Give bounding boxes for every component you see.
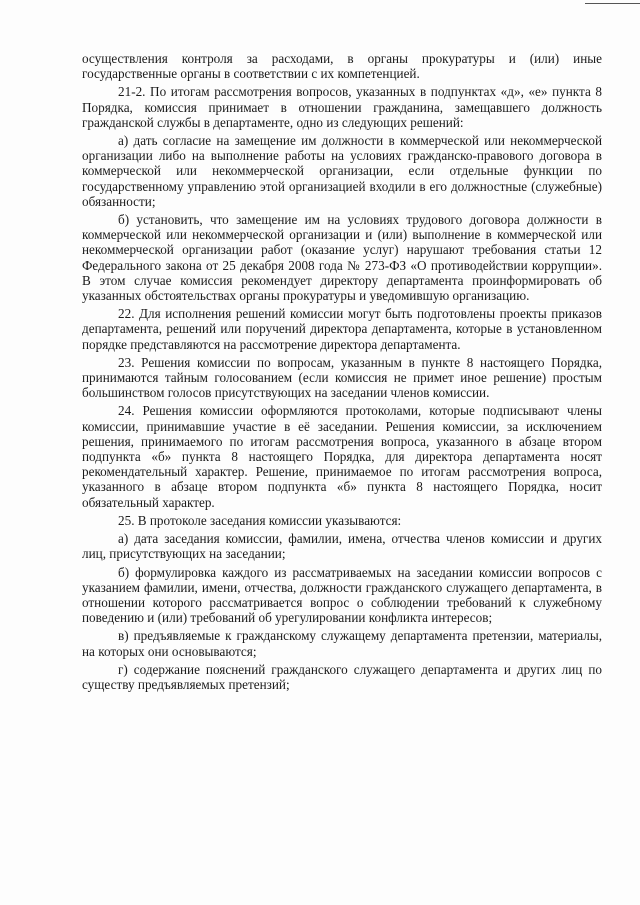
paragraph-21-2-b: б) установить, что замещение им на условиях трудового договора должности в коммерческой или некоммерческой организации и (или) выполнение в коммерческой или некоммерческой организации работ (оказание услуг) нарушают требования статьи 12 Федерального закона от 25 декабря 2008 года № 273-ФЗ «О противодействии коррупции». В этом случае комиссия рекомендует директору департамента проинформировать об указанных обстоятельствах органы прокуратуры и уведомившую организацию. bbox=[82, 212, 602, 304]
paragraph-21-2: 21-2. По итогам рассмотрения вопросов, указанных в подпунктах «д», «е» пункта 8 Порядка, комиссия принимает в отношении гражданина, замещавшего должность гражданской службы в департаменте, одно из следующих решений: bbox=[82, 84, 602, 130]
document-body bbox=[82, 51, 602, 692]
paragraph-22: 22. Для исполнения решений комиссии могут быть подготовлены проекты приказов департамента, решений или поручений директора департамента, которые в установленном порядке представляются на рассмотрение директора департамента. bbox=[82, 306, 602, 352]
paragraph-25: 25. В протоколе заседания комиссии указываются: bbox=[118, 512, 402, 528]
paragraph-21-2-a: а) дать согласие на замещение им должности в коммерческой или некоммерческой организации либо на выполнение работы на условиях гражданско-правового договора в коммерческой или некоммерческой организации, если отдельные функции по государственному управлению этой организацией входили в его должностные (служебные) обязанности; bbox=[82, 133, 602, 209]
top-edge-line bbox=[585, 3, 640, 4]
paragraph-23: 23. Решения комиссии по вопросам, указанным в пункте 8 настоящего Порядка, принимаются тайным голосованием (если комиссия не примет иное решение) простым большинством голосов присутствующих на заседании членов комиссии. bbox=[82, 354, 602, 401]
paragraph-24: 24. Решения комиссии оформляются протоколами, которые подписывают члены комиссии, принимавшие участие в её заседании. Решения комиссии, за исключением решения, принимаемого по итогам рассмотрения вопроса, указанного в абзаце втором подпункта «б» пункта 8 настоящего Порядка, для директора департамента носят рекомендательный характер. Решение, принимаемое по итогам рассмотрения вопроса, указанного в абзаце втором подпункта «б» пункта 8 настоящего Порядка, носит обязательный характер. bbox=[82, 403, 602, 510]
paragraph-25-b: б) формулировка каждого из рассматриваемых на заседании комиссии вопросов с указанием фамилии, имени, отчества, должности гражданского служащего департамента, в отношении которого рассматривается вопрос о соблюдении требований к служебному поведению и (или) требований об урегулировании конфликта интересов; bbox=[82, 564, 602, 626]
paragraph-25-g: г) содержание пояснений гражданского служащего департамента и других лиц по существу предъявляемых претензий; bbox=[82, 661, 602, 692]
paragraph-25-v: в) предъявляемые к гражданскому служащему департамента претензии, материалы, на которых они основываются; bbox=[82, 628, 602, 659]
paragraph-continuation: осуществления контроля за расходами, в органы прокуратуры и (или) иные государственные органы в соответствии с их компетенцией. bbox=[82, 51, 602, 82]
paragraph-25-a: а) дата заседания комиссии, фамилии, имена, отчества членов комиссии и других лиц, присутствующих на заседании; bbox=[82, 531, 602, 562]
